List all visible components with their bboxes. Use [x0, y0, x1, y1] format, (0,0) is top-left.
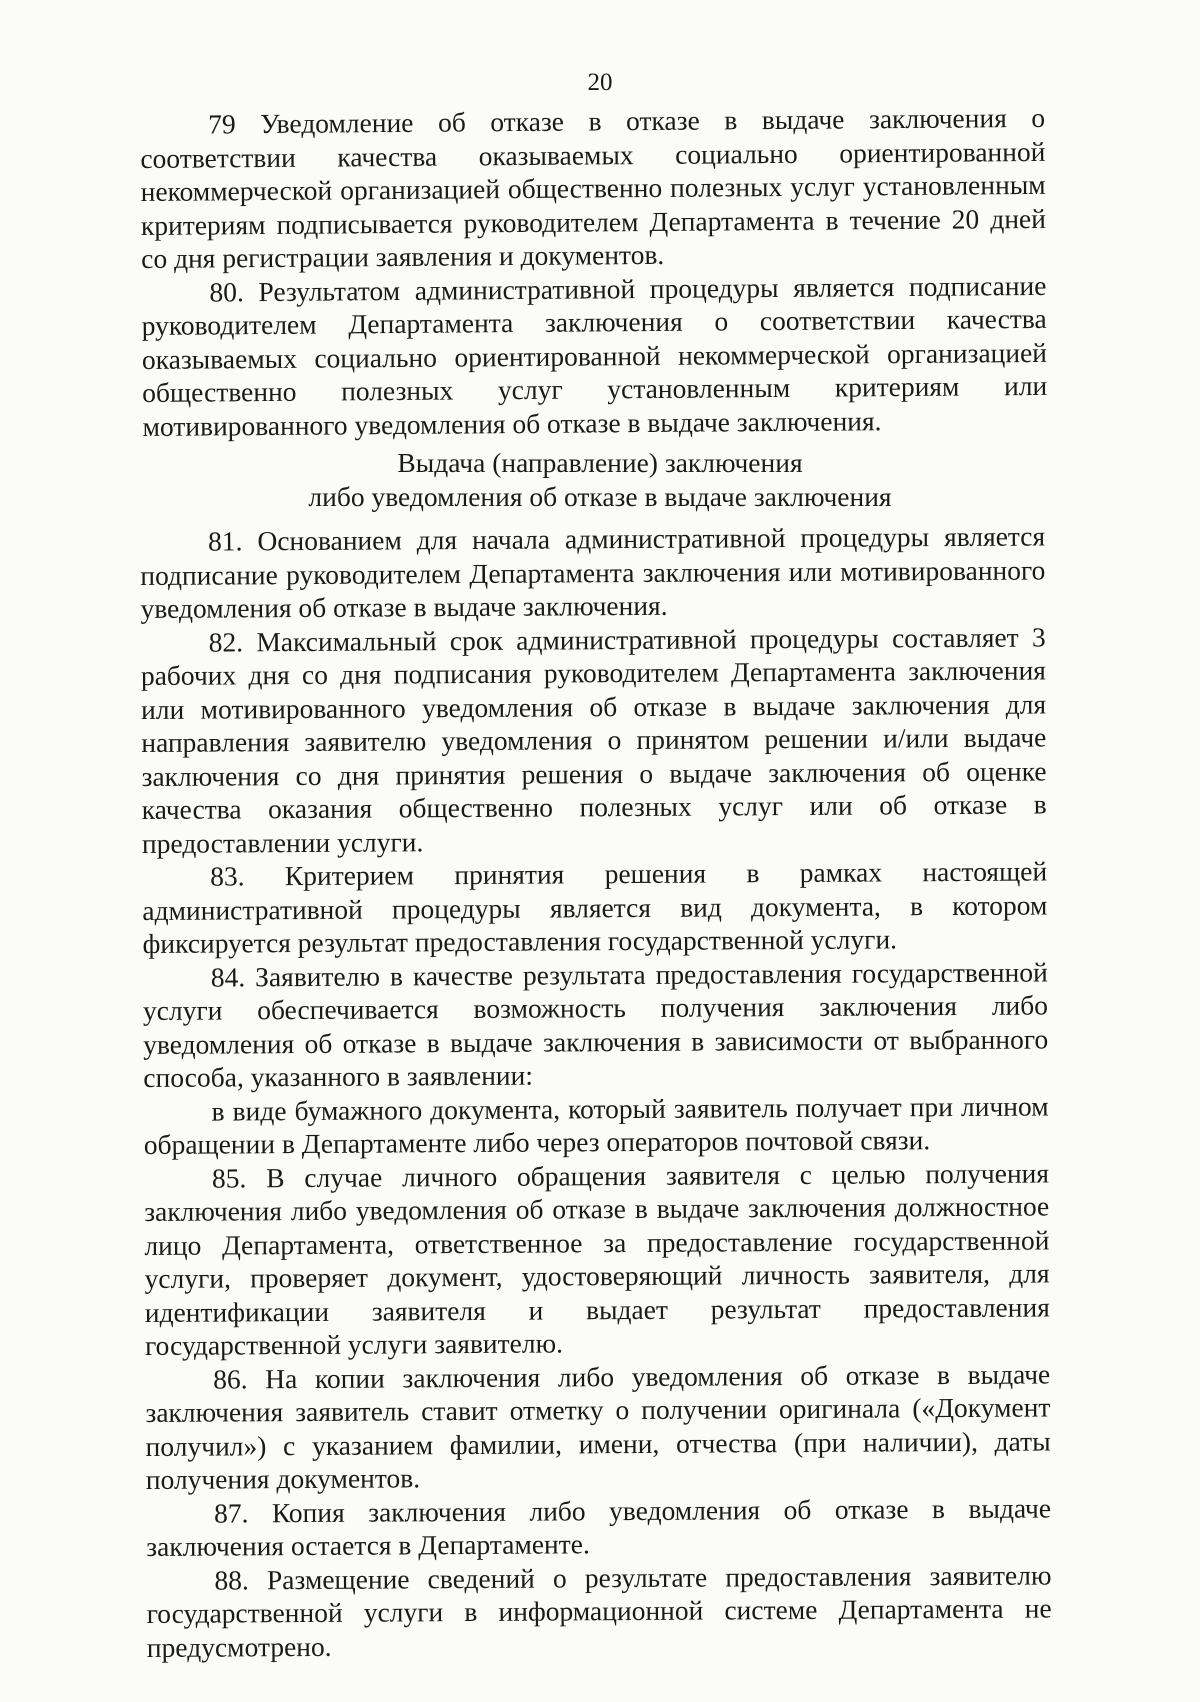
paragraph-88: 88. Размещение сведений о результате предоставления заявителю государственной услуги в информационной системе Департамента не предусмотрено.: [146, 1558, 1052, 1663]
paragraph-85: 85. В случае личного обращения заявителя с целью получения заключения либо уведомления об отказе в выдаче заключения должностное лицо Департамента, ответственное за предоставление государственной услуги, проверяет документ, удостоверяющий личность заявителя, для идентификации заявителя и выдает результат предоставления государственной услуги заявителю.: [144, 1156, 1050, 1361]
paragraph-84-item: в виде бумажного документа, который заявитель получает при личном обращении в Департаменте либо через операторов почтовой связи.: [143, 1089, 1049, 1160]
paragraph-81: 81. Основанием для начала административной процедуры является подписание руководителем Департамента заключения или мотивированного уведомления об отказе в выдаче заключения.: [140, 520, 1046, 624]
paragraph-87: 87. Копия заключения либо уведомления об отказе в выдаче заключения остается в Департаменте.: [146, 1491, 1052, 1562]
section-heading-line-1: Выдача (направление) заключения: [397, 447, 803, 478]
paragraph-79: 79 Уведомление об отказе в отказе в выдаче заключения о соответствии качества оказываемых социально ориентированной некоммерческой организацией общественно полезных услуг установленным критериям подписывается руководителем Департамента в течение 20 дней со дня регистрации заявления и документов.: [140, 101, 1047, 274]
section-heading: [0, 446, 1200, 514]
page-number: 20: [587, 69, 613, 96]
paragraph-84: 84. Заявителю в качестве результата предоставления государственной услуги обеспечивается возможность получения заключения либо уведомления об отказе в выдаче заключения в зависимости от выбранного способа, указанного в заявлении:: [142, 955, 1049, 1093]
paragraph-83: 83. Критерием принятия решения в рамках настоящей административной процедуры является вид документа, в котором фиксируется результат предоставления государственной услуги.: [142, 855, 1048, 959]
paragraph-86: 86. На копии заключения либо уведомления об отказе в выдаче заключения заявитель ставит отметку о получении оригинала («Документ получил») с указанием фамилии, имени, отчества (при наличии), даты получения документов.: [145, 1357, 1051, 1495]
text-block-after-heading: [140, 519, 1052, 1664]
text-block-before-heading: [140, 101, 1048, 443]
paragraph-80: 80. Результатом административной процедуры является подписание руководителем Департамента заключения о соответствии качества оказываемых социально ориентированной некоммерческой организацией общественно полезных услуг установленным критериям или мотивированного уведомления об отказе в выдаче заключения.: [141, 269, 1048, 442]
section-heading-line-2: либо уведомления об отказе в выдаче заключения: [308, 481, 892, 512]
paragraph-82: 82. Максимальный срок административной процедуры составляет 3 рабочих дня со дня подписания руководителем Департамента заключения или мотивированного уведомления об отказе в выдаче заключения для направления заявителю уведомления о принятом решении и/или выдаче заключения со дня принятия решения о выдаче заключения об оценке качества оказания общественно полезных услуг или об отказе в предоставлении услуги.: [140, 620, 1047, 859]
